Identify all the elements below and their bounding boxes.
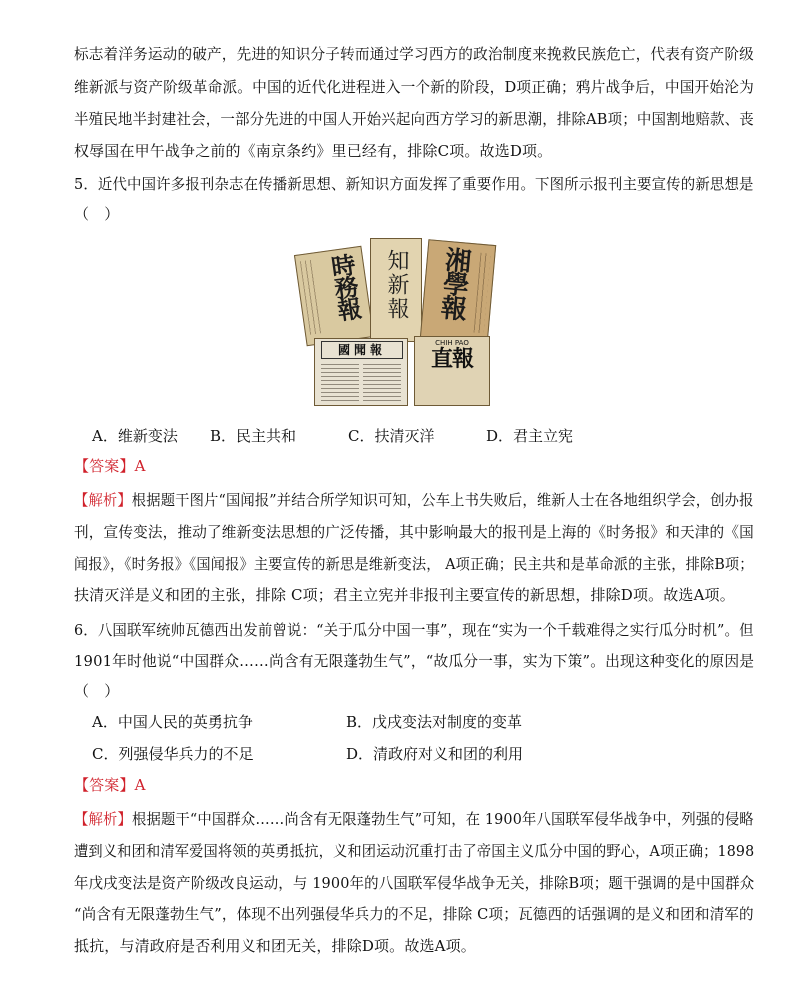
q6-analysis-line-5: 抵抗，与清政府是否利用义和团无关，排除D项。故选A项。 bbox=[74, 937, 476, 955]
newspaper-zhibao bbox=[414, 336, 490, 406]
shiwubao-title: 時務報 bbox=[325, 251, 364, 322]
q5-analysis-line-1: 【解析】根据题干图片“国闻报”并结合所学知识可知，公车上书失败后，维新人士在各地组织学会，创办报 bbox=[74, 491, 754, 509]
prev-explanation-line-3: 半殖民地半封建社会，一部分先进的中国人开始兴起向西方学习的新思潮，排除AB项；中国割地赔款、丧 bbox=[74, 110, 754, 128]
q5-analysis-line-3: 闻报》，《时务报》《国闻报》主要宣传的新思是维新变法， A项正确；民主共和是革命派的主张，排除B项； bbox=[74, 555, 754, 573]
newspaper-shiwubao bbox=[294, 246, 374, 347]
chih-pao-label: CHIH PAO bbox=[435, 339, 469, 347]
prev-explanation-line-2: 维新派与资产阶级革命派。中国的近代化进程进入一个新的阶段，D项正确；鸦片战争后，中国开始沦为 bbox=[74, 78, 754, 96]
q6-stem-line-1: 6．八国联军统帅瓦德西出发前曾说：“关于瓜分中国一事”，现在“实为一个千载难得之实行瓜分时机”。但 bbox=[74, 621, 754, 639]
q6-option-b[interactable]: B．戊戌变法对制度的变革 bbox=[346, 713, 523, 731]
zhibao-title: 直報 bbox=[430, 346, 473, 372]
xiangxuebao-title: 湘學報 bbox=[435, 245, 472, 320]
q5-answer bbox=[74, 456, 146, 476]
q6-analysis-line-1: 【解析】根据题干“中国群众……尚含有无限蓬勃生气”可知，在 1900年八国联军侵华战争中，列强的侵略 bbox=[74, 810, 754, 828]
prev-explanation-line-4: 权辱国在甲午战争之前的《南京条约》里已经有，排除C项。故选D项。 bbox=[74, 142, 553, 160]
q5-stem-line-2: （ ） bbox=[74, 205, 120, 223]
guowenbao-title: 國聞報 bbox=[321, 341, 403, 359]
q5-option-c[interactable]: C．扶清灭洋 bbox=[348, 427, 435, 445]
q6-stem-line-3: （ ） bbox=[74, 682, 120, 700]
q6-option-c[interactable]: C．列强侵华兵力的不足 bbox=[92, 745, 254, 763]
q5-stem-line-1: 5．近代中国许多报刊杂志在传播新思想、新知识方面发挥了重要作用。下图所示报刊主要宣传的新思想是 bbox=[74, 175, 754, 193]
q5-option-d[interactable]: D．君主立宪 bbox=[486, 427, 574, 445]
q5-answer-tag: 【答案】 bbox=[74, 457, 135, 475]
q6-answer-tag: 【答案】 bbox=[74, 776, 135, 794]
newspapers-figure bbox=[298, 236, 494, 406]
q5-analysis-tag: 【解析】 bbox=[74, 491, 132, 509]
q6-option-a[interactable]: A．中国人民的英勇抗争 bbox=[92, 713, 253, 731]
zhixinbao-title: 知新報 bbox=[384, 249, 409, 321]
prev-explanation-line-1: 标志着洋务运动的破产，先进的知识分子转而通过学习西方的政治制度来挽救民族危亡，代表有资产阶级 bbox=[74, 45, 754, 63]
q6-analysis-line-3: 年戊戌变法是资产阶级改良运动，与 1900年的八国联军侵华战争无关，排除B项；题干强调的是中国群众 bbox=[74, 874, 755, 892]
q5-option-b[interactable]: B．民主共和 bbox=[210, 427, 297, 445]
q6-analysis-tag: 【解析】 bbox=[74, 810, 132, 828]
q6-analysis-line-4: “尚含有无限蓬勃生气”，体现不出列强侵华兵力的不足，排除 C项；瓦德西的话强调的是义和团和清军的 bbox=[74, 905, 754, 923]
newspaper-guowenbao bbox=[314, 338, 408, 406]
q6-answer bbox=[74, 775, 146, 795]
newspaper-xiangxuebao bbox=[420, 239, 496, 345]
q5-option-a[interactable]: A．维新变法 bbox=[92, 427, 178, 445]
q6-stem-line-2: 1901年时他说“中国群众……尚含有无限蓬勃生气”，“故瓜分一事，实为下策”。出现这种变化的原因是 bbox=[74, 652, 755, 670]
q5-analysis-line-2: 刊，宣传变法，推动了维新变法思想的广泛传播，其中影响最大的报刊是上海的《时务报》和天津的《国 bbox=[74, 523, 754, 541]
q6-option-d[interactable]: D．清政府对义和团的利用 bbox=[346, 745, 524, 763]
q5-answer-value: A bbox=[134, 457, 146, 475]
q6-analysis-line-2: 遭到义和团和清军爱国将领的英勇抵抗，义和团运动沉重打击了帝国主义瓜分中国的野心，A项正确；1898 bbox=[74, 842, 755, 860]
newspaper-zhixinbao bbox=[370, 238, 422, 342]
q6-answer-value: A bbox=[134, 776, 146, 794]
q5-analysis-line-4: 扶清灭洋是义和团的主张，排除 C项；君主立宪并非报刊主要宣传的新思想，排除D项。故选A项。 bbox=[74, 586, 735, 604]
